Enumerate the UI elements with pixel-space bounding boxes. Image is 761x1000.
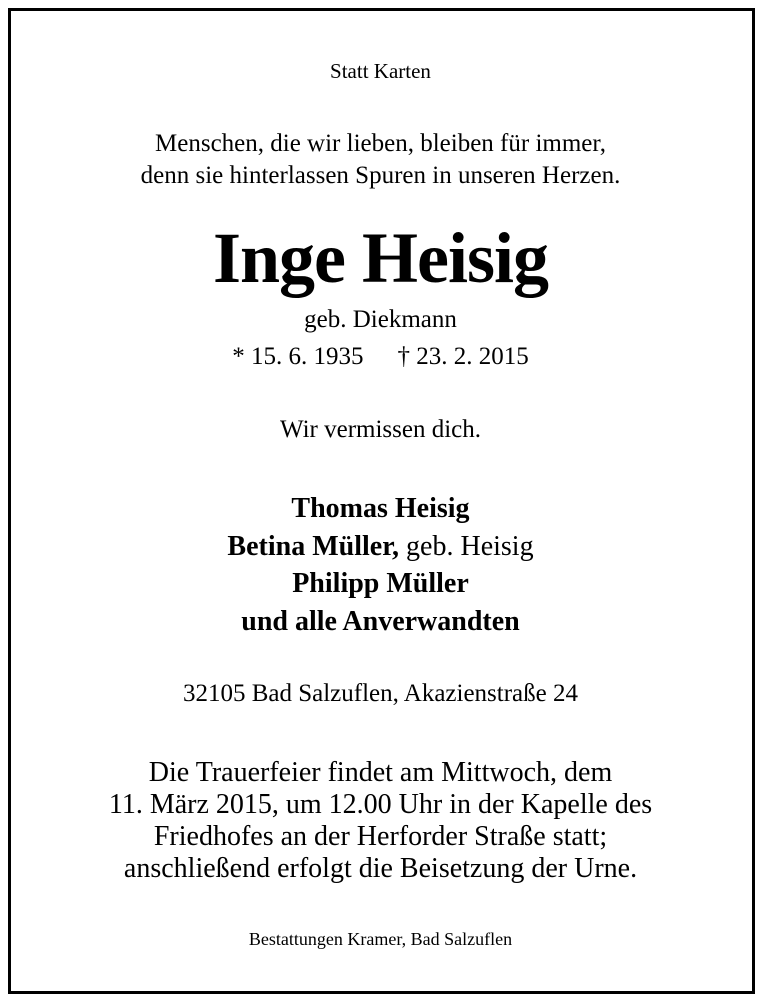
funeral-notice-line-2: 11. März 2015, um 12.00 Uhr in der Kapelle des	[108, 789, 653, 820]
deceased-name: Inge Heisig	[212, 218, 548, 298]
funeral-notice-line-1: Die Trauerfeier findet am Mittwoch, dem	[148, 757, 613, 788]
life-dates	[0, 344, 761, 369]
address: 32105 Bad Salzuflen, Akazienstraße 24	[182, 680, 579, 707]
mourner-1: Thomas Heisig	[291, 493, 470, 524]
birth-date: * 15. 6. 1935	[232, 343, 364, 370]
quote-line-2: denn sie hinterlassen Spuren in unseren Herzen.	[140, 162, 621, 189]
mourner-2-name: Betina Müller,	[227, 531, 400, 562]
funeral-notice-line-4: anschließend erfolgt die Beisetzung der Urne.	[123, 853, 638, 884]
message: Wir vermissen dich.	[279, 416, 482, 443]
death-date: † 23. 2. 2015	[397, 343, 529, 370]
mourner-4: und alle Anverwandten	[241, 606, 520, 637]
header-statt-karten: Statt Karten	[330, 59, 431, 83]
undertaker: Bestattungen Kramer, Bad Salzuflen	[248, 929, 513, 949]
mourner-2	[0, 533, 761, 561]
mourner-2-maiden: geb. Heisig	[399, 531, 534, 562]
quote-line-1: Menschen, die wir lieben, bleiben für immer,	[155, 130, 606, 157]
maiden-name: geb. Diekmann	[304, 306, 457, 333]
mourner-3: Philipp Müller	[292, 568, 469, 599]
funeral-notice-line-3: Friedhofes an der Herforder Straße statt;	[153, 821, 608, 852]
